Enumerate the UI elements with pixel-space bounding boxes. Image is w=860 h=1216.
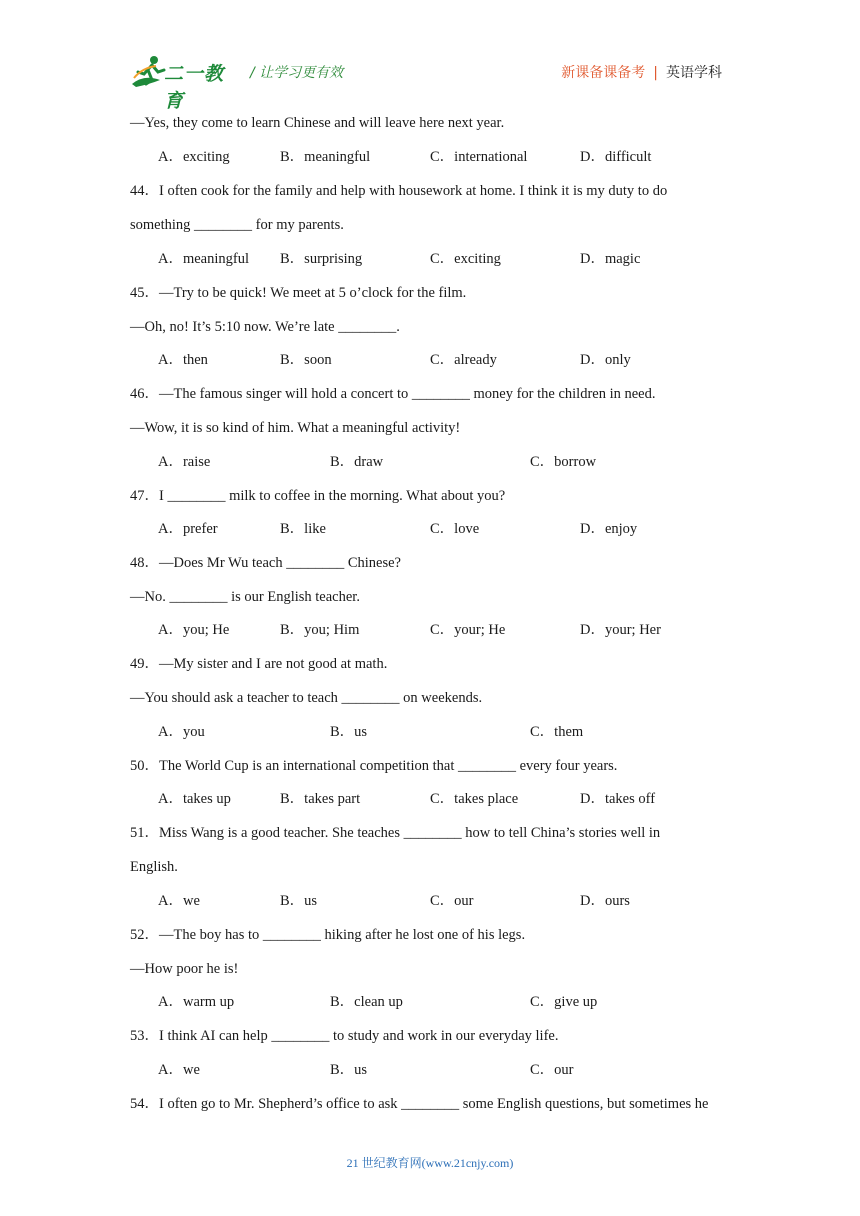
- option-c: C．already: [430, 352, 497, 368]
- option-a: A．you: [158, 724, 205, 740]
- option-b: B．clean up: [330, 994, 403, 1010]
- header-separator: |: [653, 65, 658, 81]
- option-c: C．them: [530, 724, 584, 740]
- option-b: B．soon: [280, 352, 332, 368]
- question-line: 46．—The famous singer will hold a concert to ________ money for the children in need.: [130, 386, 656, 402]
- option-b: B．meaningful: [280, 149, 371, 165]
- question-line: —Oh, no! It’s 5:10 now. We’re late ________.: [130, 319, 400, 335]
- option-c: C．exciting: [430, 251, 501, 267]
- question-line: —No. ________ is our English teacher.: [130, 589, 360, 605]
- header-course-label: 新课备课备考: [561, 65, 646, 81]
- question-line: —How poor he is!: [130, 961, 239, 977]
- option-d: D．enjoy: [580, 521, 638, 537]
- option-a: A．prefer: [158, 521, 218, 537]
- question-line: —Yes, they come to learn Chinese and will leave here next year.: [130, 115, 505, 131]
- header-subject: 英语学科: [666, 65, 722, 81]
- option-b: B．us: [330, 1062, 368, 1078]
- slogan: / 让学习更有效: [250, 65, 344, 81]
- option-a: A．exciting: [158, 149, 230, 165]
- question-line: 49．—My sister and I are not good at math.: [130, 656, 388, 672]
- page-footer: 21 世纪教育网(www.21cnjy.com): [346, 1156, 514, 1170]
- option-a: A．warm up: [158, 994, 235, 1010]
- option-c: C．our: [530, 1062, 574, 1078]
- option-d: D．takes off: [580, 791, 656, 807]
- option-c: C．give up: [530, 994, 598, 1010]
- option-c: C．your; He: [430, 622, 506, 638]
- logo: [130, 54, 240, 112]
- option-a: A．we: [158, 1062, 200, 1078]
- option-b: B．like: [280, 521, 326, 537]
- question-line: something ________ for my parents.: [130, 217, 344, 233]
- option-a: A．takes up: [158, 791, 231, 807]
- option-a: A．you; He: [158, 622, 230, 638]
- question-line: —Wow, it is so kind of him. What a meaningful activity!: [130, 420, 461, 436]
- question-line: 45．—Try to be quick! We meet at 5 o’clock for the film.: [130, 285, 467, 301]
- option-b: B．us: [280, 893, 318, 909]
- question-line: 47．I ________ milk to coffee in the morning. What about you?: [130, 488, 506, 504]
- option-c: C．borrow: [530, 454, 597, 470]
- option-b: B．you; Him: [280, 622, 360, 638]
- option-d: D．ours: [580, 893, 630, 909]
- logo-text: 二一教育: [164, 63, 225, 112]
- question-line: 50．The World Cup is an international competition that ________ every four years.: [130, 758, 618, 774]
- question-line: 53．I think AI can help ________ to study and work in our everyday life.: [130, 1028, 559, 1044]
- question-line: 44．I often cook for the family and help with housework at home. I think it is my duty to do: [130, 183, 668, 199]
- option-b: B．us: [330, 724, 368, 740]
- option-d: D．your; Her: [580, 622, 661, 638]
- question-line: English.: [130, 859, 178, 875]
- option-d: D．only: [580, 352, 631, 368]
- question-line: 51．Miss Wang is a good teacher. She teaches ________ how to tell China’s stories well in: [130, 825, 661, 841]
- option-b: B．takes part: [280, 791, 361, 807]
- question-line: 52．—The boy has to ________ hiking after he lost one of his legs.: [130, 927, 526, 943]
- option-c: C．takes place: [430, 791, 519, 807]
- question-line: 54．I often go to Mr. Shepherd’s office to ask ________ some English questions, but sometimes he: [130, 1096, 709, 1112]
- option-b: B．surprising: [280, 251, 363, 267]
- option-d: D．magic: [580, 251, 641, 267]
- option-c: C．love: [430, 521, 480, 537]
- question-line: 48．—Does Mr Wu teach ________ Chinese?: [130, 555, 401, 571]
- question-line: —You should ask a teacher to teach ________ on weekends.: [130, 690, 483, 706]
- option-a: A．we: [158, 893, 200, 909]
- option-a: A．meaningful: [158, 251, 250, 267]
- option-c: C．international: [430, 149, 528, 165]
- option-c: C．our: [430, 893, 474, 909]
- option-a: A．raise: [158, 454, 211, 470]
- option-b: B．draw: [330, 454, 384, 470]
- option-a: A．then: [158, 352, 208, 368]
- header-right: [561, 62, 722, 82]
- page-header: [0, 0, 860, 112]
- option-d: D．difficult: [580, 149, 652, 165]
